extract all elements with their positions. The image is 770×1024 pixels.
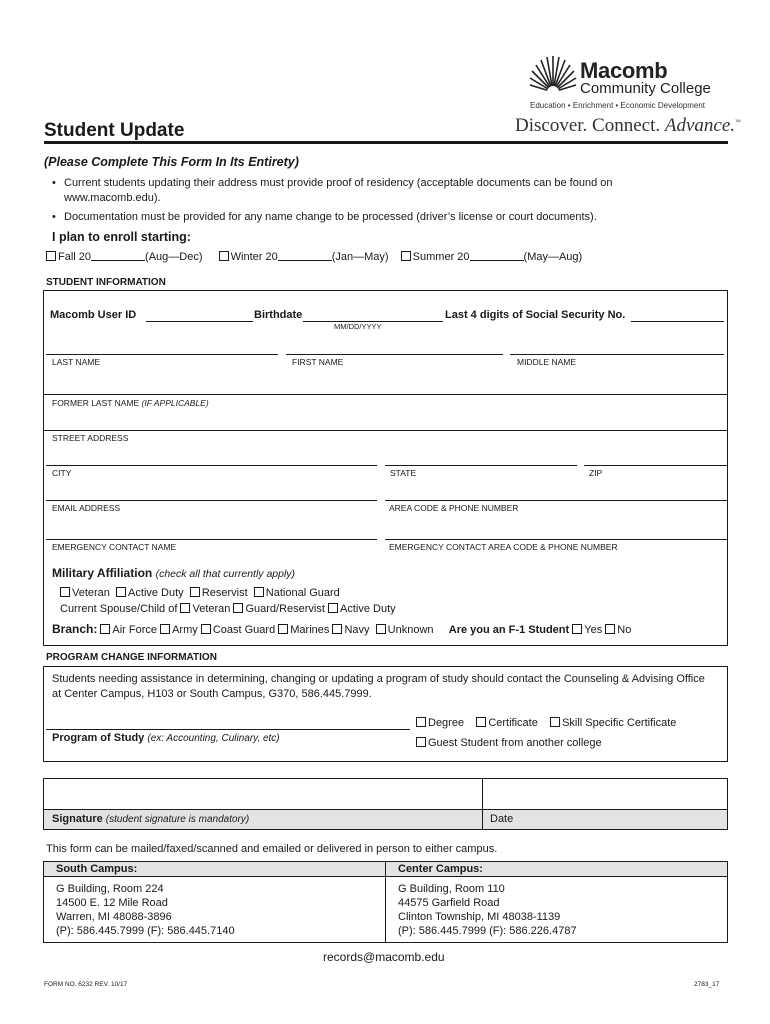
south-campus-title: South Campus:: [56, 863, 138, 875]
form-subtitle: (Please Complete This Form In Its Entirety): [44, 155, 299, 169]
city-label: CITY: [52, 468, 72, 478]
city-field[interactable]: [46, 465, 377, 466]
spouse-active-duty-checkbox[interactable]: [328, 603, 338, 613]
program-of-study-field[interactable]: [46, 729, 410, 730]
date-label: Date: [490, 813, 514, 825]
first-name-field[interactable]: [286, 354, 503, 355]
student-info-heading: STUDENT INFORMATION: [46, 277, 166, 288]
email-field[interactable]: [46, 500, 377, 501]
summer-checkbox[interactable]: [401, 251, 411, 261]
last-name-label: LAST NAME: [52, 357, 101, 367]
form-number: FORM NO. 6232 REV. 10/17: [44, 981, 128, 988]
guest-student-option: Guest Student from another college: [416, 737, 602, 749]
instruction-item: • Current students updating their address must provide proof of residency (acceptable documents can be found on www.macomb.edu).: [50, 176, 690, 206]
page-title: Student Update: [44, 120, 185, 141]
form-code: 2783_17: [694, 981, 720, 988]
center-campus-address: G Building, Room 110 44575 Garfield Road Clinton Township, MI 48038-1139 (P): 586.445.7999 (F): 586.226.4787: [398, 883, 577, 937]
emergency-name-label: EMERGENCY CONTACT NAME: [52, 542, 177, 552]
national-guard-checkbox[interactable]: [254, 587, 264, 597]
active-duty-checkbox[interactable]: [116, 587, 126, 597]
phone-field[interactable]: [385, 500, 728, 501]
air-force-checkbox[interactable]: [100, 624, 110, 634]
winter-checkbox[interactable]: [219, 251, 229, 261]
emergency-phone-field[interactable]: [385, 539, 728, 540]
reservist-checkbox[interactable]: [190, 587, 200, 597]
ssn-field[interactable]: [631, 321, 724, 322]
f1-yes-checkbox[interactable]: [572, 624, 582, 634]
emergency-name-field[interactable]: [46, 539, 377, 540]
street-address-field[interactable]: [43, 430, 728, 431]
logo-name: Macomb: [580, 58, 668, 83]
signature-label: Signature (student signature is mandatory): [52, 813, 250, 825]
skill-certificate-checkbox[interactable]: [550, 717, 560, 727]
street-address-label: STREET ADDRESS: [52, 433, 129, 443]
instruction-item: • Documentation must be provided for any name change to be processed (driver’s license or court documents).: [50, 210, 690, 225]
title-rule: [44, 141, 728, 144]
winter-year-field[interactable]: [278, 260, 332, 261]
unknown-checkbox[interactable]: [376, 624, 386, 634]
records-email[interactable]: records@macomb.edu: [323, 950, 445, 964]
summer-year-field[interactable]: [470, 260, 524, 261]
middle-name-label: MIDDLE NAME: [517, 357, 577, 367]
mail-note: This form can be mailed/faxed/scanned and emailed or delivered in person to either campus.: [46, 843, 498, 855]
email-label: EMAIL ADDRESS: [52, 503, 121, 513]
phone-label: AREA CODE & PHONE NUMBER: [389, 503, 519, 513]
instructions-list: [50, 176, 690, 229]
military-heading: Military Affiliation (check all that currently apply): [52, 566, 296, 580]
user-id-field[interactable]: [146, 321, 253, 322]
state-label: STATE: [390, 468, 417, 478]
marines-checkbox[interactable]: [278, 624, 288, 634]
coast-guard-checkbox[interactable]: [201, 624, 211, 634]
emergency-phone-label: EMERGENCY CONTACT AREA CODE & PHONE NUMBER: [389, 542, 618, 552]
slogan: Discover. Connect. Advance.™: [515, 115, 741, 136]
birthdate-label: Birthdate: [254, 309, 303, 321]
degree-checkbox[interactable]: [416, 717, 426, 727]
spouse-guard-checkbox[interactable]: [233, 603, 243, 613]
campuses-divider: [385, 861, 386, 943]
zip-field[interactable]: [584, 465, 728, 466]
fall-year-field[interactable]: [91, 260, 145, 261]
military-row-1: Veteran Active Duty Reservist National Guard: [60, 587, 340, 599]
zip-label: ZIP: [589, 468, 603, 478]
first-name-label: FIRST NAME: [292, 357, 344, 367]
military-row-2: Current Spouse/Child of Veteran Guard/Reservist Active Duty: [60, 603, 396, 615]
enroll-heading: I plan to enroll starting:: [52, 230, 191, 244]
logo-subname: Community College: [580, 80, 711, 97]
program-type-options: Degree Certificate Skill Specific Certificate: [416, 717, 676, 729]
guest-student-checkbox[interactable]: [416, 737, 426, 747]
macomb-sunburst-logo: [528, 52, 578, 94]
former-last-name-label: FORMER LAST NAME (IF APPLICABLE): [52, 398, 209, 408]
spouse-veteran-checkbox[interactable]: [180, 603, 190, 613]
certificate-checkbox[interactable]: [476, 717, 486, 727]
birthdate-hint: MM/DD/YYYY: [334, 322, 382, 331]
middle-name-field[interactable]: [510, 354, 724, 355]
enroll-options: Fall 20 (Aug—Dec) Winter 20 (Jan—May) Summer 20 (May—Aug): [46, 251, 582, 263]
date-field[interactable]: [483, 809, 727, 829]
former-last-name-field[interactable]: [43, 394, 728, 395]
branch-row: Branch: Air Force Army Coast Guard Marines Navy Unknown Are you an F-1 Student Yes No: [52, 622, 632, 636]
army-checkbox[interactable]: [160, 624, 170, 634]
center-campus-title: Center Campus:: [398, 863, 483, 875]
logo-tagline: Education • Enrichment • Economic Development: [530, 101, 706, 110]
user-id-label: Macomb User ID: [50, 309, 137, 321]
program-heading: PROGRAM CHANGE INFORMATION: [46, 652, 217, 663]
program-info: Students needing assistance in determining, changing or updating a program of study should contact the Counseling & Advising Office at Center Campus, H103 or South Campus, G370, 586.445.7999.: [52, 673, 705, 700]
fall-checkbox[interactable]: [46, 251, 56, 261]
navy-checkbox[interactable]: [332, 624, 342, 634]
last-name-field[interactable]: [46, 354, 278, 355]
veteran-checkbox[interactable]: [60, 587, 70, 597]
program-of-study-label: Program of Study (ex: Accounting, Culinary, etc): [52, 732, 280, 744]
ssn-label: Last 4 digits of Social Security No.: [445, 309, 626, 321]
f1-no-checkbox[interactable]: [605, 624, 615, 634]
south-campus-address: G Building, Room 224 14500 E. 12 Mile Road Warren, MI 48088-3896 (P): 586.445.7999 (F): 586.445.7140: [56, 883, 235, 937]
state-field[interactable]: [385, 465, 577, 466]
